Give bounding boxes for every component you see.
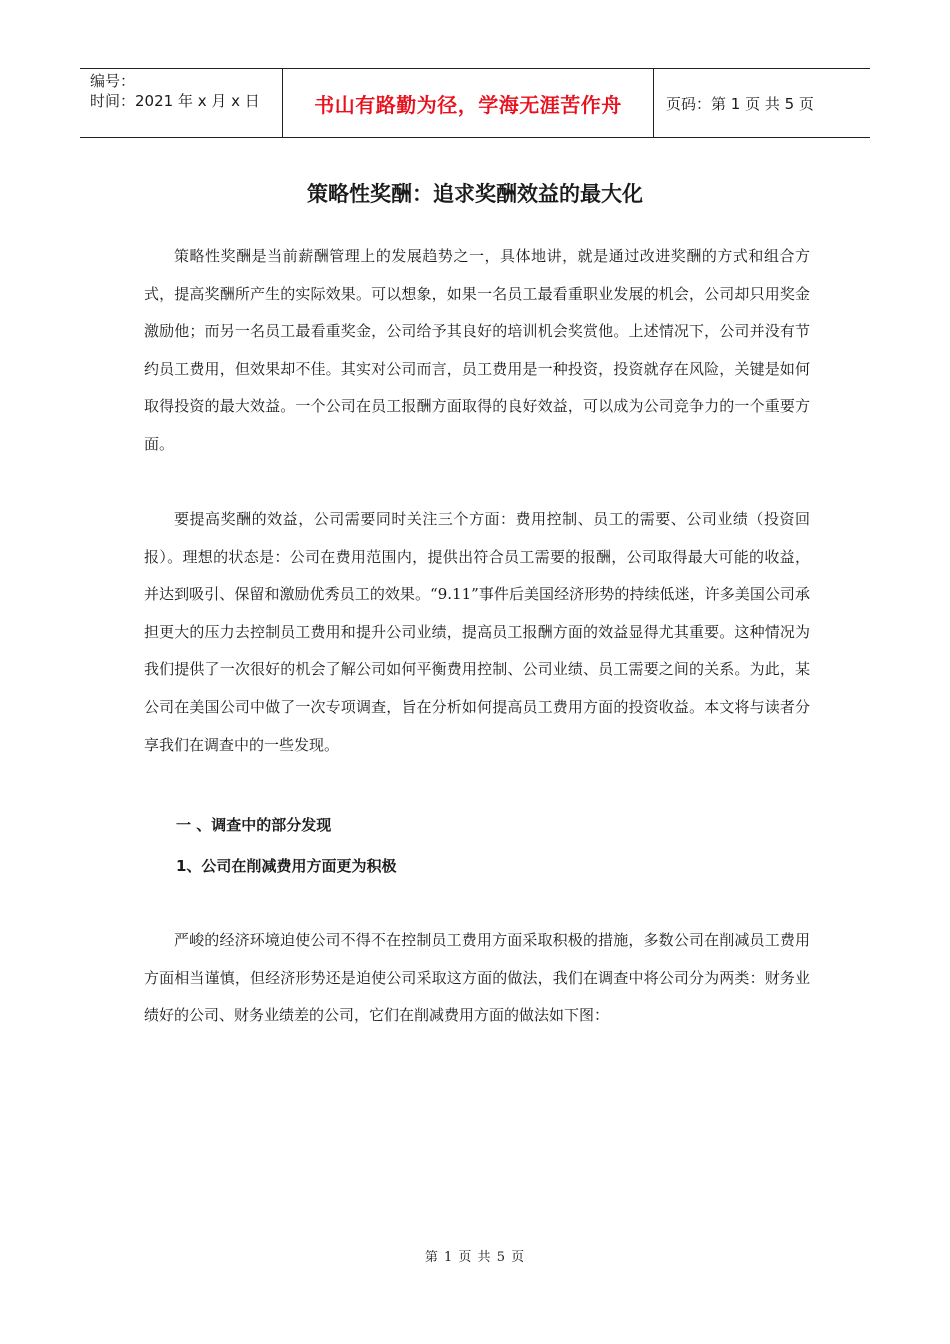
subsection-heading: 1、公司在削减费用方面更为积极 [176, 857, 397, 875]
page-footer: 第 1 页 共 5 页 [424, 1250, 526, 1265]
body-paragraph: 要提高奖酬的效益，公司需要同时关注三个方面：费用控制、员工的需要、公司业绩（投资回报）。理想的状态是：公司在费用范围内，提供出符合员工需要的报酬，公司取得最大可能的收益，并达到吸引、保留和激励优秀员工的效果。“9.11”事件后美国经济形势的持续低迷，许多美国公司承担更大的压力去控制员工费用和提升公司业绩，提高员工报酬方面的效益显得尤其重要。这种情况为我们提供了一次很好的机会了解公司如何平衡费用控制、公司业绩、员工需要之间的关系。为此，某公司在美国公司中做了一次专项调查，旨在分析如何提高员工费用方面的投资收益。本文将与读者分享我们在调查中的一些发现。 [144, 510, 810, 754]
document-date: 时间：2021 年 x 月 x 日 [90, 92, 260, 110]
body-paragraph: 策略性奖酬是当前薪酬管理上的发展趋势之一，具体地讲，就是通过改进奖酬的方式和组合方式，提高奖酬所产生的实际效果。可以想象，如果一名员工最看重职业发展的机会，公司却只用奖金激励他；而另一名员工最看重奖金，公司给予其良好的培训机会奖赏他。上述情况下，公司并没有节约员工费用，但效果却不佳。其实对公司而言，员工费用是一种投资，投资就存在风险，关键是如何取得投资的最大效益。一个公司在员工报酬方面取得的良好效益，可以成为公司竞争力的一个重要方面。 [144, 247, 810, 453]
page-header [80, 68, 870, 138]
header-meta [80, 69, 282, 137]
document-title: 策略性奖酬：追求奖酬效益的最大化 [307, 182, 643, 206]
document-number-label: 编号： [90, 72, 136, 90]
header-page-info: 页码：第 1 页 共 5 页 [666, 94, 814, 113]
header-motto: 书山有路勤为径，学海无涯苦作舟 [282, 69, 654, 137]
body-paragraph: 严峻的经济环境迫使公司不得不在控制员工费用方面采取积极的措施，多数公司在削减员工费用方面相当谨慎，但经济形势还是迫使公司采取这方面的做法，我们在调查中将公司分为两类：财务业绩好的公司、财务业绩差的公司，它们在削减费用方面的做法如下图： [144, 931, 810, 1025]
section-heading: 一 、调查中的部分发现 [176, 816, 332, 834]
